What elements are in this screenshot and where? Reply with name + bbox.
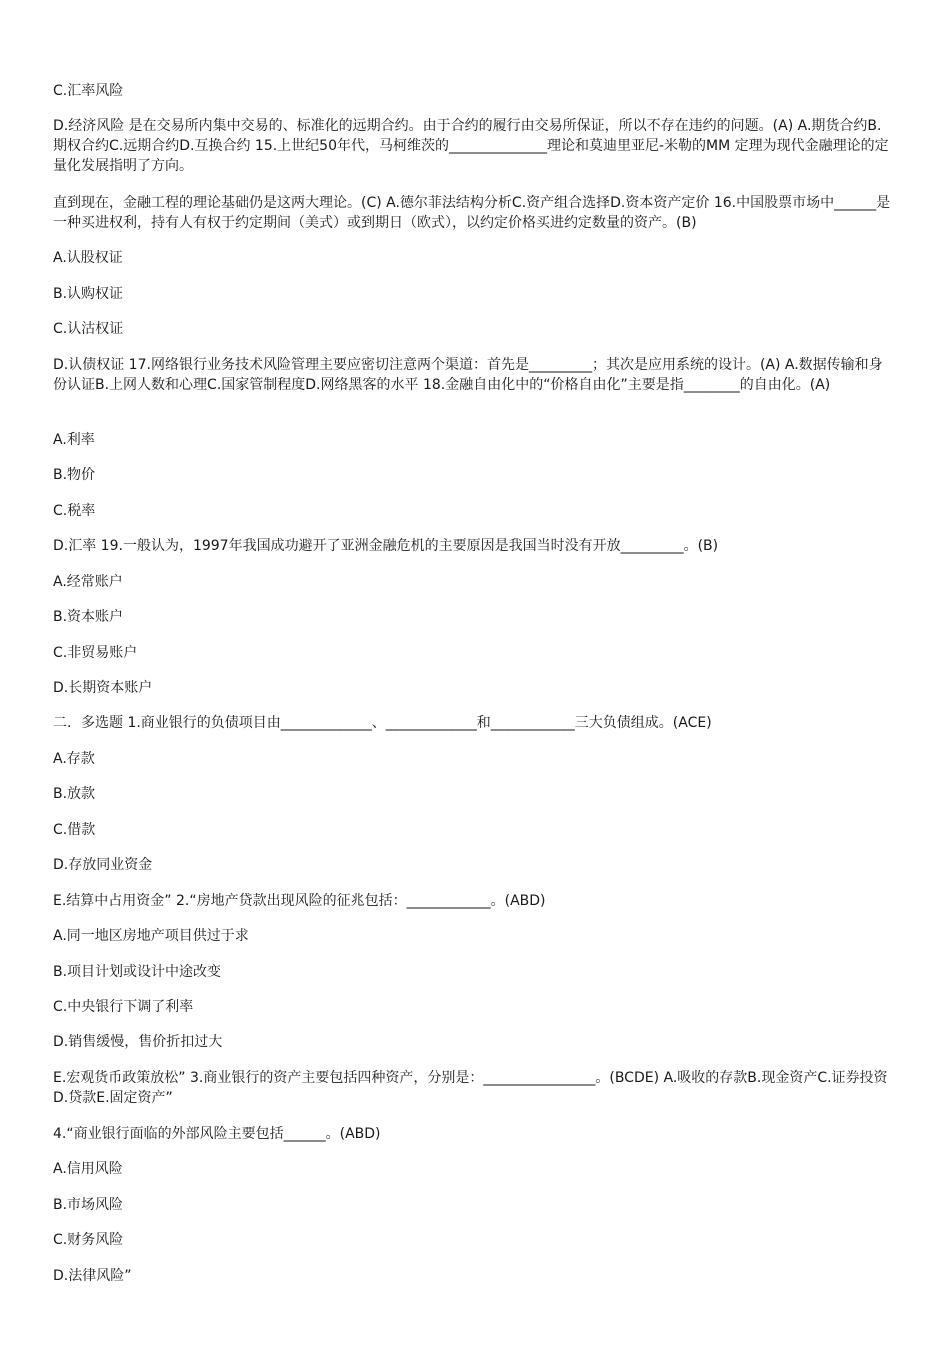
- paragraph: D.存放同业资金: [53, 857, 153, 873]
- paragraph: B.认购权证: [53, 286, 124, 302]
- paragraph: 直到现在，金融工程的理论基础仍是这两大理论。(C) A.德尔菲法结构分析C.资产组合选择D.资本资产定价 16.中国股票市场中______是一种买进权利，持有人有权于约定期间（美式）或到期日（欧式），以约定价格买进约定数量的资产。(B): [53, 195, 891, 231]
- paragraph: B.放款: [53, 786, 96, 802]
- paragraph: D.销售缓慢，售价折扣过大: [53, 1034, 223, 1050]
- paragraph: A.同一地区房地产项目供过于求: [53, 928, 249, 944]
- paragraph: C.税率: [53, 503, 96, 519]
- paragraph: C.中央银行下调了利率: [53, 999, 194, 1015]
- paragraph: B.资本账户: [53, 609, 124, 625]
- paragraph: 二．多选题 1.商业银行的负债项目由_____________、_____________和____________三大负债组成。(ACE): [53, 715, 712, 731]
- paragraph: C.借款: [53, 822, 96, 838]
- paragraph: D.认债权证 17.网络银行业务技术风险管理主要应密切注意两个渠道：首先是_________；其次是应用系统的设计。(A) A.数据传输和身份认证B.上网人数和心理C.国家管制程度D.网络黑客的水平 18.金融自由化中的“价格自由化”主要是指________的自由化。(A): [53, 357, 883, 393]
- paragraph: A.信用风险: [53, 1161, 123, 1177]
- paragraph: C.财务风险: [53, 1232, 124, 1248]
- paragraph: D.长期资本账户: [53, 680, 153, 696]
- paragraph: C.认沽权证: [53, 321, 124, 337]
- paragraph: B.物价: [53, 467, 96, 483]
- paragraph: C.非贸易账户: [53, 645, 138, 661]
- paragraph: D.法律风险”: [53, 1268, 132, 1284]
- paragraph: A.认股权证: [53, 250, 123, 266]
- paragraph: A.存款: [53, 751, 95, 767]
- paragraph: C.汇率风险: [53, 83, 124, 99]
- paragraph: B.项目计划或设计中途改变: [53, 964, 222, 980]
- paragraph: A.利率: [53, 432, 95, 448]
- paragraph: A.经常账户: [53, 574, 123, 590]
- paragraph: E.宏观货币政策放松” 3.商业银行的资产主要包括四种资产，分别是：________________。(BCDE) A.吸收的存款B.现金资产C.证券投资D.贷款E.固定资产”: [53, 1070, 888, 1106]
- paragraph: E.结算中占用资金” 2.“房地产贷款出现风险的征兆包括：____________。(ABD): [53, 893, 546, 909]
- paragraph: D.汇率 19.一般认为，1997年我国成功避开了亚洲金融危机的主要原因是我国当时没有开放_________。(B): [53, 538, 719, 554]
- paragraph: 4.“商业银行面临的外部风险主要包括______。(ABD): [53, 1126, 381, 1142]
- paragraph: D.经济风险 是在交易所内集中交易的、标准化的远期合约。由于合约的履行由交易所保证，所以不存在违约的问题。(A) A.期货合约B.期权合约C.远期合约D.互换合约 15.上世纪50年代，马柯维茨的______________理论和莫迪里亚尼-米勒的MM 定理为现代金融理论的定量化发展指明了方向。: [53, 118, 889, 174]
- paragraph: B.市场风险: [53, 1197, 124, 1213]
